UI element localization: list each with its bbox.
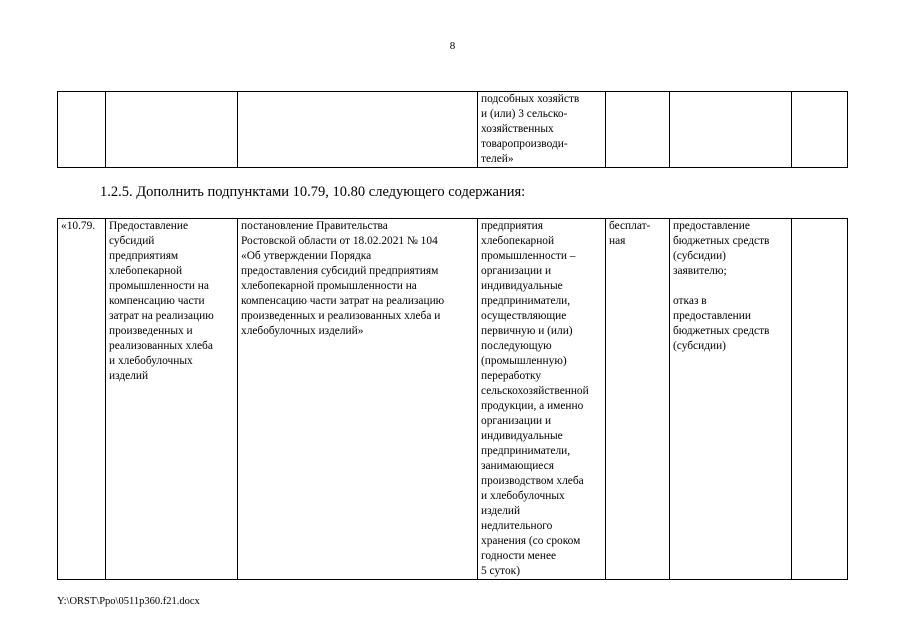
page-number: 8 bbox=[449, 40, 456, 52]
table-row bbox=[58, 92, 848, 168]
result-cell: предоставление бюджетных средств (субсидии) заявителю; отказ в предоставлении бюджетных средств (субсидии) bbox=[670, 219, 792, 580]
instruction-paragraph: 1.2.5. Дополнить подпунктами 10.79, 10.80 следующего содержания: bbox=[100, 184, 526, 200]
continuation-table bbox=[57, 91, 848, 168]
table-row bbox=[58, 219, 848, 580]
legal-act-cell: постановление Правительства Ростовской области от 18.02.2021 № 104 «Об утверждении Порядка предоставления субсидий предприятиям хлебопекарной промышленности на компенсацию части затрат на реализацию произведенных и реализованных хлеба и хлебобулочных изделий» bbox=[238, 219, 478, 580]
item-number-cell: «10.79. bbox=[58, 219, 106, 580]
table-cell bbox=[792, 92, 848, 168]
table-cell bbox=[670, 92, 792, 168]
table-cell bbox=[238, 92, 478, 168]
table-cell bbox=[106, 92, 238, 168]
table-cell bbox=[606, 92, 670, 168]
file-path-footer: Y:\ORST\Ppo\0511p360.f21.docx bbox=[57, 596, 200, 607]
table-cell bbox=[792, 219, 848, 580]
cost-cell: бесплат- ная bbox=[606, 219, 670, 580]
table-cell: подсобных хозяйств и (или) 3 сельско- хозяйственных товаропроизводи- телей» bbox=[478, 92, 606, 168]
table-cell bbox=[58, 92, 106, 168]
service-name-cell: Предоставление субсидий предприятиям хлебопекарной промышленности на компенсацию части затрат на реализацию произведенных и реализованных хлеба и хлебобулочных изделий bbox=[106, 219, 238, 580]
recipients-cell: предприятия хлебопекарной промышленности – организации и индивидуальные предприниматели, осуществляющие первичную и (или) последующую (промышленную) переработку сельскохозяйственной продукции, а именно организации и индивидуальные предприниматели, занимающиеся производством хлеба и хлебобулочных изделий недлительного хранения (со сроком годности менее 5 суток) bbox=[478, 219, 606, 580]
amendment-table bbox=[57, 218, 848, 580]
